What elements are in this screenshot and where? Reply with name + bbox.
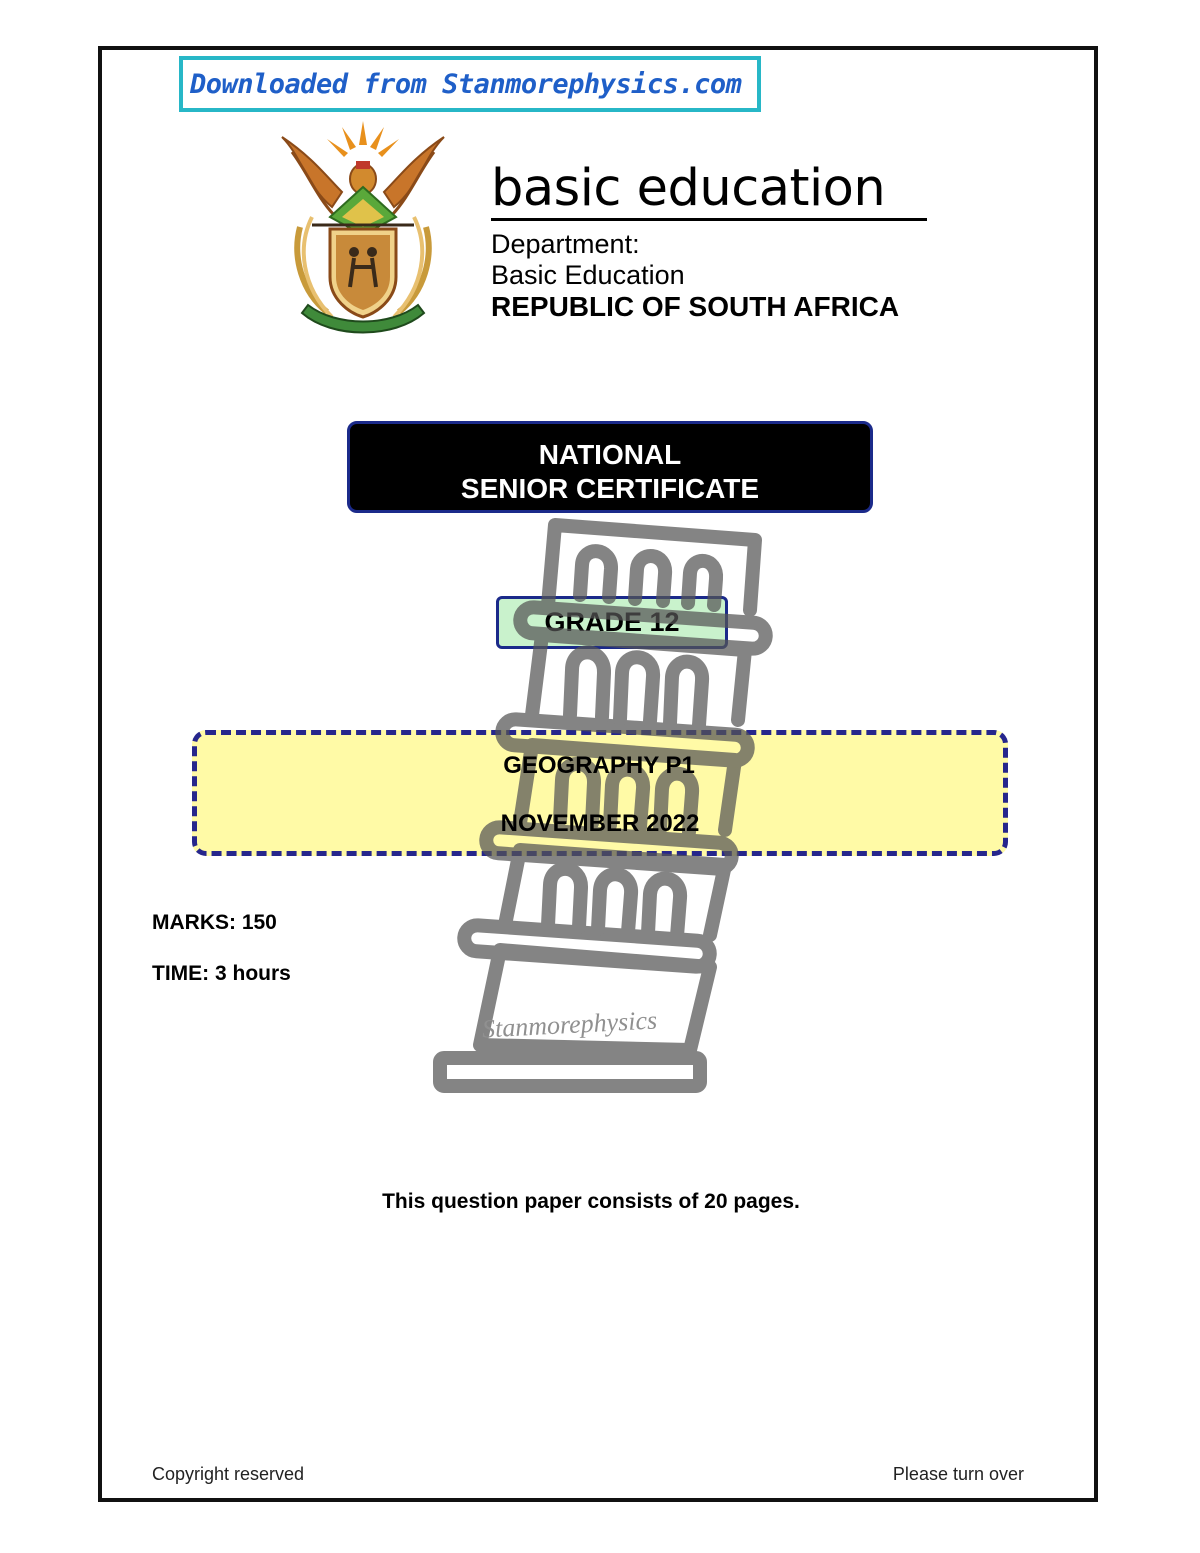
- brand-title: basic education: [491, 159, 886, 218]
- certificate-line-1: NATIONAL: [538, 439, 682, 470]
- grade-badge: GRADE 12: [496, 596, 728, 649]
- department-name: Basic Education: [491, 260, 685, 290]
- footer-copyright: Copyright reserved: [152, 1464, 305, 1484]
- leaning-tower-watermark-icon: [420, 505, 780, 1105]
- exam-session: NOVEMBER 2022: [500, 810, 700, 837]
- certificate-line-2: SENIOR CERTIFICATE: [460, 473, 760, 504]
- download-banner[interactable]: [179, 56, 761, 112]
- footer-turn-over: Please turn over: [892, 1464, 1024, 1484]
- watermark-text: Stanmorephysics: [481, 1005, 658, 1044]
- certificate-banner: [347, 421, 873, 513]
- department-label: Department:: [491, 229, 640, 259]
- brand-divider: [491, 218, 927, 221]
- page-count-note: This question paper consists of 20 pages.: [382, 1190, 800, 1213]
- subject-title: GEOGRAPHY P1: [503, 752, 695, 779]
- marks-info: MARKS: 150: [152, 911, 277, 934]
- coat-of-arms-icon: [272, 117, 454, 339]
- time-info: TIME: 3 hours: [152, 962, 291, 985]
- country-name: REPUBLIC OF SOUTH AFRICA: [491, 291, 900, 322]
- download-banner-text: Downloaded from Stanmorephysics.com: [190, 68, 742, 100]
